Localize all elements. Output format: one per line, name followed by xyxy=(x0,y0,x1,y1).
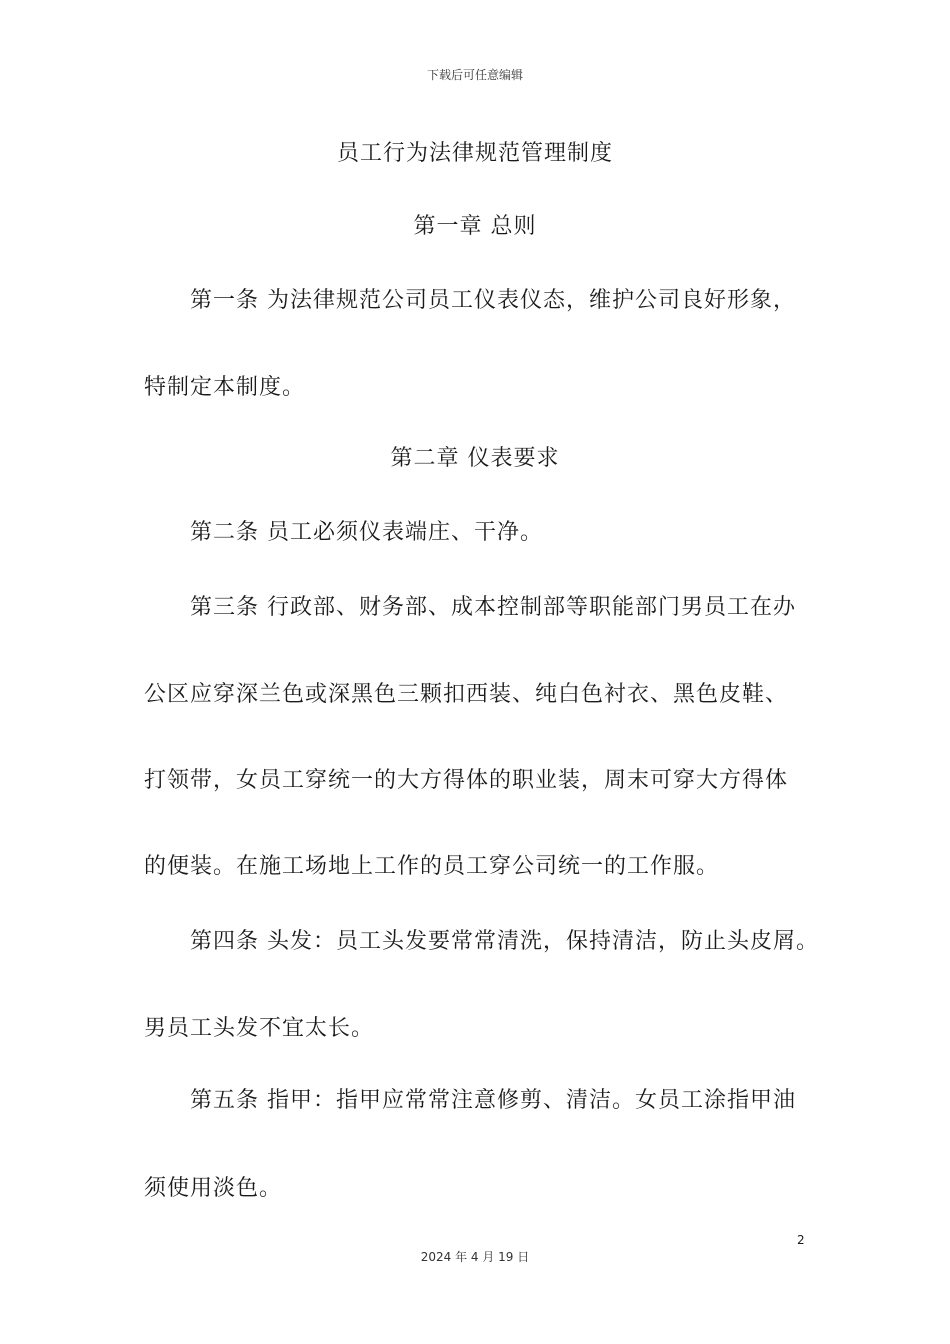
article-line: 第四条 头发：员工头发要常常清洗，保持清洁，防止头皮屑。 xyxy=(190,929,819,954)
page-number: 2 xyxy=(797,1233,805,1247)
article-line: 第五条 指甲：指甲应常常注意修剪、清洁。女员工涂指甲油 xyxy=(190,1088,796,1113)
article-line: 打领带，女员工穿统一的大方得体的职业装，周末可穿大方得体 xyxy=(144,768,789,793)
article-line: 第二条 员工必须仪表端庄、干净。 xyxy=(190,520,543,545)
article-line: 公区应穿深兰色或深黑色三颗扣西装、纯白色衬衣、黑色皮鞋、 xyxy=(144,682,789,707)
document-title: 员工行为法律规范管理制度 xyxy=(336,141,613,166)
article-line: 须使用淡色。 xyxy=(144,1176,283,1201)
chapter-heading: 第一章 总则 xyxy=(413,214,537,239)
article-line: 男员工头发不宜太长。 xyxy=(144,1016,375,1041)
page-footer-date: 2024 年 4 月 19 日 xyxy=(420,1250,530,1264)
chapter-heading: 第二章 仪表要求 xyxy=(390,446,560,471)
article-line: 特制定本制度。 xyxy=(144,375,306,400)
article-line: 的便装。在施工场地上工作的员工穿公司统一的工作服。 xyxy=(144,854,720,879)
page-header: 下载后可任意编辑 xyxy=(426,68,523,82)
article-line: 第三条 行政部、财务部、成本控制部等职能部门男员工在办 xyxy=(190,595,796,620)
article-line: 第一条 为法律规范公司员工仪表仪态，维护公司良好形象， xyxy=(190,288,796,313)
